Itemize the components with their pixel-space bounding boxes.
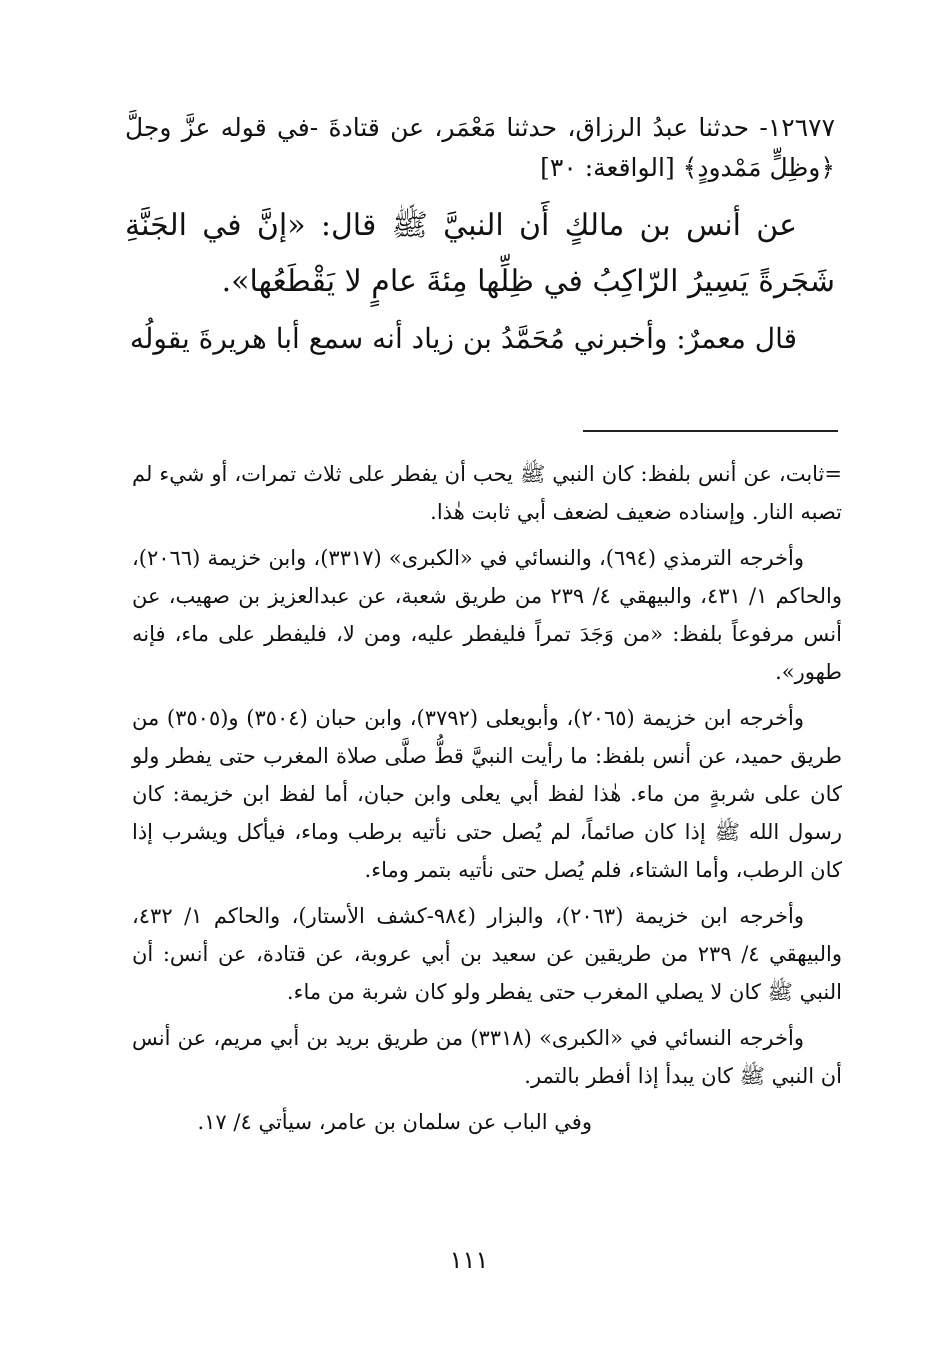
- footnote-paragraph: وأخرجه النسائي في «الكبرى» (٣٣١٨) من طريق بريد بن أبي مريم، عن أنس أن النبي ﷺ كان يبدأ إذا أفطر بالتمر.: [132, 1026, 842, 1088]
- hadith-continuation: قال معمرٌ: وأخبرني مُحَمَّدُ بن زياد أنه سمع أبا هريرةَ يقولُه: [129, 322, 797, 355]
- footnote-paragraph: =ثابت، عن أنس بلفظ: كان النبي ﷺ يحب أن يفطر على ثلاث تمرات، أو شيء لم تصبه النار. وإسناده ضعيف لضعف أبي ثابت هٰذا.: [132, 462, 842, 524]
- footnote-paragraph: وأخرجه ابن خزيمة (٢٠٦٣)، والبزار (٩٨٤-كشف الأستار)، والحاكم ١/ ٤٣٢، والبيهقي ٤/ ٢٣٩ من طريقين عن سعيد بن أبي عروبة، عن قتادة، عن أنس: أن النبي ﷺ كان لا يصلي المغرب حتى يفطر ولو كان شربة من ماء.: [132, 904, 842, 1004]
- footnotes: [132, 455, 842, 1149]
- hadith-text: عن أنس بن مالكٍ أَن النبيَّ ﷺ قال: «إنَّ في الجَنَّةِ شَجَرةً يَسِيرُ الرّاكِبُ في ظِلِّها مِئةَ عامٍ لا يَقْطَعُها».: [125, 208, 835, 299]
- main-text: [125, 108, 835, 364]
- hadith-chain: ١٢٦٧٧- حدثنا عبدُ الرزاق، حدثنا مَعْمَر، عن قتادةَ -في قوله عزَّ وجلَّ ﴿وظِلٍّ مَمْدودٍ﴾ [الواقعة: ٣٠]: [125, 113, 835, 182]
- footnote-paragraph: وفي الباب عن سلمان بن عامر، سيأتي ٤/ ١٧.: [197, 1110, 592, 1134]
- footnote-paragraph: وأخرجه الترمذي (٦٩٤)، والنسائي في «الكبرى» (٣٣١٧)، وابن خزيمة (٢٠٦٦)، والحاكم ١/ ٤٣١، والبيهقي ٤/ ٢٣٩ من طريق شعبة، عن عبدالعزيز بن صهيب، عن أنس مرفوعاً بلفظ: «من وَجَدَ تمراً فليفطر عليه، ومن لا، فليفطر على ماء، فإنه طهور».: [132, 546, 842, 684]
- footnote-paragraph: وأخرجه ابن خزيمة (٢٠٦٥)، وأبويعلى (٣٧٩٢)، وابن حبان (٣٥٠٤) و(٣٥٠٥) من طريق حميد، عن أنس بلفظ: ما رأيت النبيَّ قطُّ صلَّى صلاة المغرب حتى يفطر ولو كان على شربةٍ من ماء. هٰذا لفظ أبي يعلى وابن حبان، أما لفظ ابن خزيمة: كان رسول الله ﷺ إذا كان صائماً، لم يُصل حتى نأتيه برطب وماء، فيأكل ويشرب إذا كان الرطب، وأما الشتاء، فلم يُصل حتى نأتيه بتمر وماء.: [132, 706, 842, 882]
- page-number: ١١١: [449, 1246, 489, 1274]
- footnote-divider: [583, 430, 838, 432]
